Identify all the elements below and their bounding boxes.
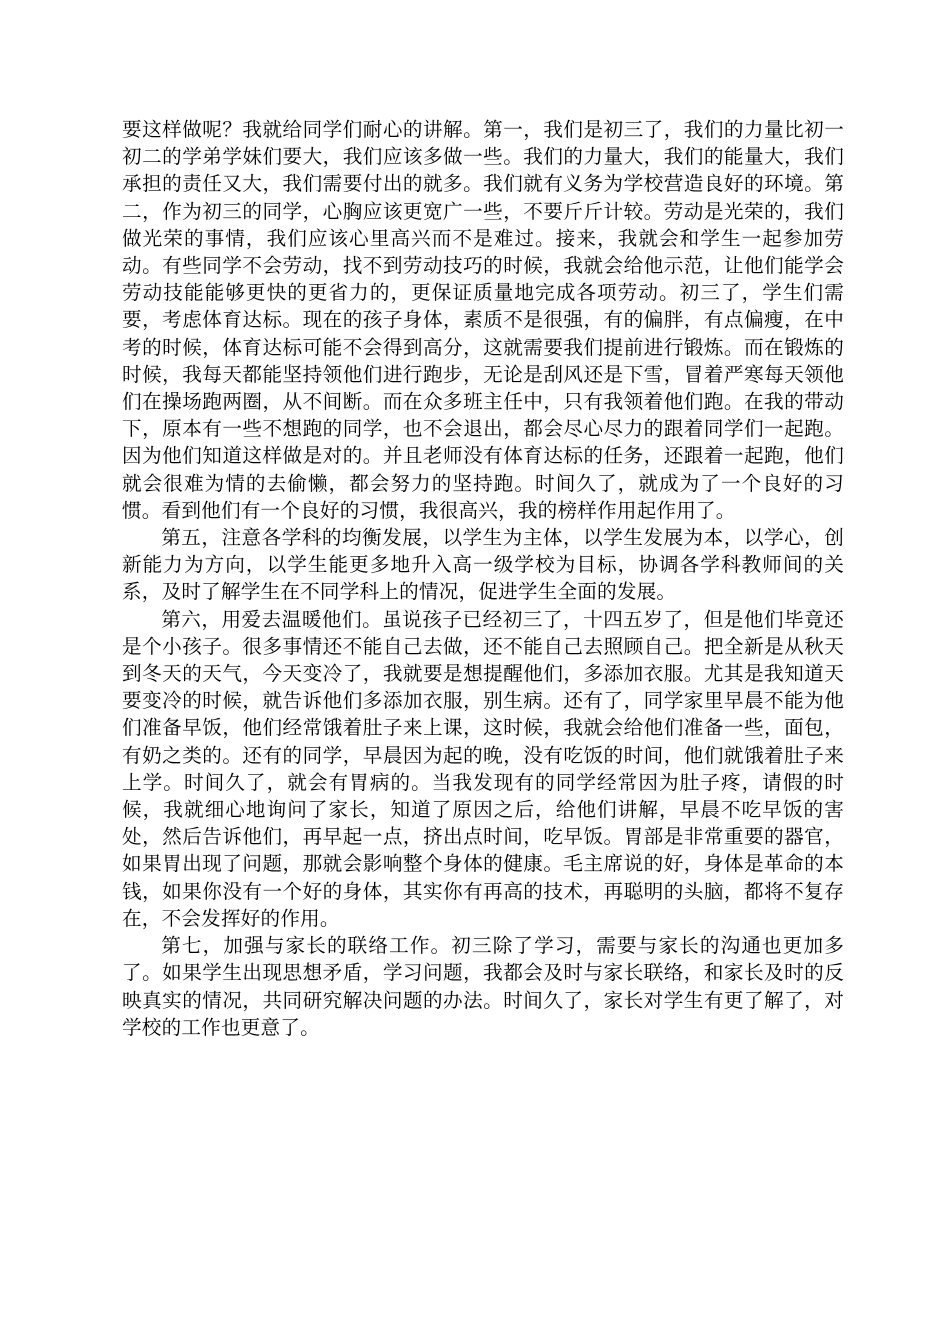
paragraph-seventh-point: 第七，加强与家长的联络工作。初三除了学习，需要与家长的沟通也更加多了。如果学生出现思想矛盾，学习问题，我都会及时与家长联络，和家长及时的反映真实的情况，共同研究解决问题的办法。时间久了，家长对学生有更了解了，对学校的工作也更意了。	[122, 934, 844, 1039]
paragraph-continued-text: 要这样做呢？我就给同学们耐心的讲解。第一，我们是初三了，我们的力量比初一初二的学弟学妹们要大，我们应该多做一些。我们的力量大，我们的能量大，我们承担的责任又大，我们需要付出的就多。我们就有义务为学校营造良好的环境。第二，作为初三的同学，心胸应该更宽广一些，不要斤斤计较。劳动是光荣的，我们做光荣的事情，我们应该心里高兴而不是难过。接来，我就会和学生一起参加劳动。有些同学不会劳动，找不到劳动技巧的时候，我就会给他示范，让他们能学会劳动技能能够更快的更省力的，更保证质量地完成各项劳动。初三了，学生们需要，考虑体育达标。现在的孩子身体，素质不是很强，有的偏胖，有点偏瘦，在中考的时候，体育达标可能不会得到高分，这就需要我们提前进行锻炼。而在锻炼的时候，我每天都能坚持领他们进行跑步，无论是刮风还是下雪，冒着严寒每天领他们在操场跑两圈，从不间断。而在众多班主任中，只有我领着他们跑。在我的带动下，原本有一些不想跑的同学，也不会退出，都会尽心尽力的跟着同学们一起跑。因为他们知道这样做是对的。并且老师没有体育达标的任务，还跟着一起跑，他们就会很难为情的去偷懒，都会努力的坚持跑。时间久了，就成为了一个良好的习惯。看到他们有一个良好的习惯，我很高兴，我的榜样作用起作用了。	[122, 118, 844, 522]
paragraph-sixth-point: 第六，用爱去温暖他们。虽说孩子已经初三了，十四五岁了，但是他们毕竟还是个小孩子。很多事情还不能自己去做，还不能自己去照顾自己。把全新是从秋天到冬天的天气，今天变冷了，我就要是想提醒他们，多添加衣服。尤其是我知道天要变冷的时候，就告诉他们多添加衣服，别生病。还有了，同学家里早晨不能为他们准备早饭，他们经常饿着肚子来上课，这时候，我就会给他们准备一些，面包，有奶之类的。还有的同学，早晨因为起的晚，没有吃饭的时间，他们就饿着肚子来上学。时间久了，就会有胃病的。当我发现有的同学经常因为肚子疼，请假的时候，我就细心地询问了家长，知道了原因之后，给他们讲解，早晨不吃早饭的害处，然后告诉他们，再早起一点，挤出点时间，吃早饭。胃部是非常重要的器官，如果胃出现了问题，那就会影响整个身体的健康。毛主席说的好，身体是革命的本钱，如果你没有一个好的身体，其实你有再高的技术，再聪明的头脑，都将不复存在，不会发挥好的作用。	[122, 607, 844, 930]
document-page	[122, 116, 844, 1041]
paragraph-fifth-point: 第五，注意各学科的均衡发展，以学生为主体，以学生发展为本，以学心，创新能力为方向，以学生能更多地升入高一级学校为目标，协调各学科教师间的关系，及时了解学生在不同学科上的情况，促进学生全面的发展。	[122, 526, 844, 604]
